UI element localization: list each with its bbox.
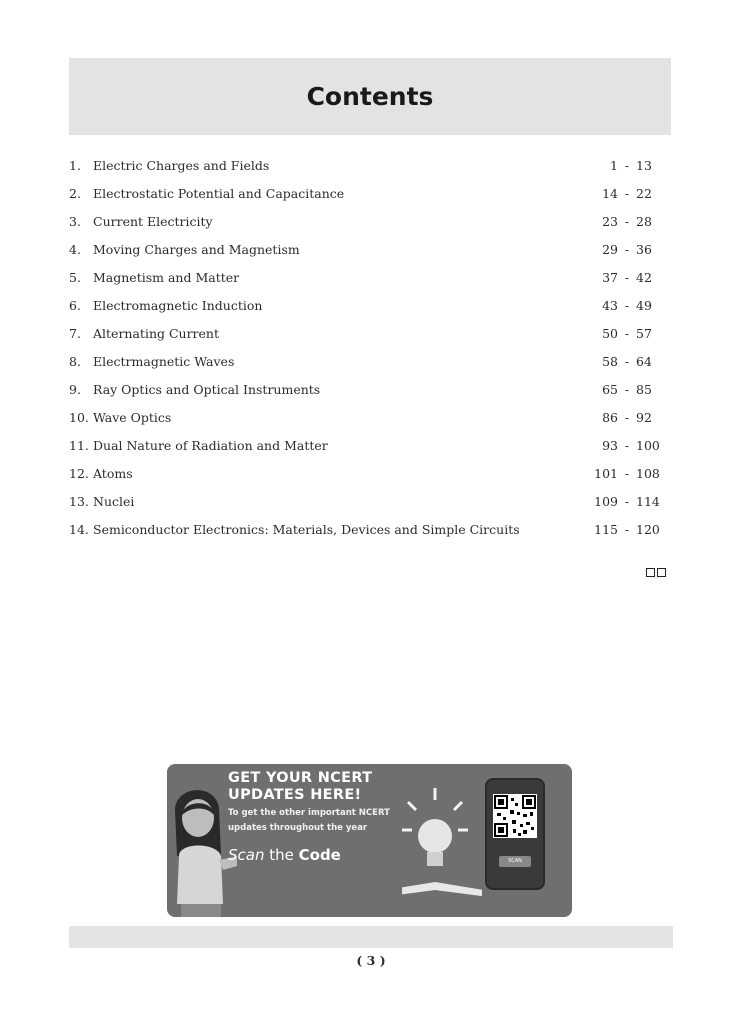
toc-page-range xyxy=(590,488,660,516)
cta-scan: Scan xyxy=(228,846,265,864)
toc-page-start: 93 xyxy=(602,438,618,453)
toc-page-separator: - xyxy=(624,382,630,397)
toc-chapter-title: Alternating Current xyxy=(93,326,220,341)
toc-page-separator: - xyxy=(624,158,630,173)
toc-page-range xyxy=(590,460,660,488)
toc-page-range xyxy=(590,432,660,460)
toc-page-range xyxy=(590,348,660,376)
toc-page-separator: - xyxy=(624,298,630,313)
toc-page-range xyxy=(590,152,660,180)
toc-page-end: 36 xyxy=(636,242,652,257)
toc-chapter-title: Wave Optics xyxy=(93,410,172,425)
toc-page-end: 64 xyxy=(636,354,652,369)
toc-page-range xyxy=(590,516,660,544)
qr-code[interactable] xyxy=(493,794,537,838)
toc-page-end: 42 xyxy=(636,270,652,285)
phone-icon xyxy=(485,778,545,890)
toc-page-range xyxy=(590,376,660,404)
toc-number: 9. xyxy=(69,382,81,397)
toc-page-end: 108 xyxy=(636,466,660,481)
toc-page-separator: - xyxy=(624,326,630,341)
toc-page-range xyxy=(590,208,660,236)
cta-the: the xyxy=(264,846,299,864)
toc-page-range xyxy=(590,292,660,320)
toc-chapter-title: Semiconductor Electronics: Materials, Devices and Simple Circuits xyxy=(93,522,520,537)
toc-page-start: 109 xyxy=(594,494,618,509)
toc-chapter-title: Dual Nature of Radiation and Matter xyxy=(93,438,328,453)
toc-number: 2. xyxy=(69,186,81,201)
toc-page-start: 101 xyxy=(594,466,618,481)
toc-chapter-title: Ray Optics and Optical Instruments xyxy=(93,382,321,397)
banner-subtext-2: updates throughout the year xyxy=(228,823,368,833)
toc-number: 5. xyxy=(69,270,81,285)
title-banner xyxy=(69,58,671,135)
toc-row[interactable] xyxy=(69,236,666,264)
toc-page-separator: - xyxy=(624,186,630,201)
toc-page-end: 100 xyxy=(636,438,660,453)
toc-page-separator: - xyxy=(624,522,630,537)
footer-bar xyxy=(69,926,673,948)
square-icon xyxy=(646,568,655,577)
toc-row[interactable] xyxy=(69,264,666,292)
toc-chapter-title: Nuclei xyxy=(93,494,135,509)
toc-chapter-title: Electric Charges and Fields xyxy=(93,158,270,173)
toc-row[interactable] xyxy=(69,208,666,236)
toc-chapter-title: Current Electricity xyxy=(93,214,213,229)
scan-button[interactable]: SCAN xyxy=(499,856,531,867)
toc-row[interactable] xyxy=(69,320,666,348)
toc-number: 6. xyxy=(69,298,81,313)
table-of-contents xyxy=(69,152,666,544)
toc-page-separator: - xyxy=(624,410,630,425)
toc-page-start: 50 xyxy=(602,326,618,341)
cta-code: Code xyxy=(298,846,341,864)
toc-page-separator: - xyxy=(624,270,630,285)
banner-subtext-1: To get the other important NCERT xyxy=(228,808,390,818)
toc-page-end: 114 xyxy=(636,494,660,509)
toc-page-start: 37 xyxy=(602,270,618,285)
toc-number: 11. xyxy=(69,438,89,453)
banner-headline-2: UPDATES HERE! xyxy=(228,787,362,803)
toc-number: 12. xyxy=(69,466,89,481)
toc-row[interactable] xyxy=(69,152,666,180)
toc-page-end: 85 xyxy=(636,382,652,397)
open-book-icon xyxy=(402,882,482,898)
toc-row[interactable] xyxy=(69,180,666,208)
toc-row[interactable] xyxy=(69,292,666,320)
toc-page-range xyxy=(590,180,660,208)
toc-number: 8. xyxy=(69,354,81,369)
lightbulb-icon xyxy=(402,782,482,902)
toc-chapter-title: Atoms xyxy=(93,466,133,481)
toc-page-separator: - xyxy=(624,242,630,257)
toc-page-separator: - xyxy=(624,438,630,453)
toc-page-start: 29 xyxy=(602,242,618,257)
toc-number: 14. xyxy=(69,522,89,537)
toc-page-end: 57 xyxy=(636,326,652,341)
toc-chapter-title: Magnetism and Matter xyxy=(93,270,240,285)
banner-headline-1: GET YOUR NCERT xyxy=(228,770,373,786)
toc-row[interactable] xyxy=(69,348,666,376)
toc-page-start: 43 xyxy=(602,298,618,313)
toc-row[interactable] xyxy=(69,432,666,460)
toc-number: 1. xyxy=(69,158,81,173)
toc-chapter-title: Moving Charges and Magnetism xyxy=(93,242,300,257)
page-number: ( 3 ) xyxy=(356,953,386,968)
toc-page-start: 58 xyxy=(602,354,618,369)
toc-number: 13. xyxy=(69,494,89,509)
toc-page-end: 49 xyxy=(636,298,652,313)
square-icon xyxy=(657,568,666,577)
toc-page-range xyxy=(590,404,660,432)
toc-row[interactable] xyxy=(69,404,666,432)
toc-page-end: 92 xyxy=(636,410,652,425)
ncert-updates-banner[interactable] xyxy=(167,764,572,917)
toc-chapter-title: Electromagnetic Induction xyxy=(93,298,263,313)
toc-chapter-title: Electrostatic Potential and Capacitance xyxy=(93,186,345,201)
end-marks xyxy=(646,568,666,577)
toc-row[interactable] xyxy=(69,516,666,544)
toc-number: 10. xyxy=(69,410,89,425)
toc-page-end: 22 xyxy=(636,186,652,201)
toc-page-start: 14 xyxy=(602,186,618,201)
toc-row[interactable] xyxy=(69,488,666,516)
toc-chapter-title: Electrmagnetic Waves xyxy=(93,354,235,369)
toc-page-start: 86 xyxy=(602,410,618,425)
toc-row[interactable] xyxy=(69,376,666,404)
toc-page-separator: - xyxy=(624,494,630,509)
page-title: Contents xyxy=(306,82,434,111)
toc-page-start: 23 xyxy=(602,214,618,229)
toc-row[interactable] xyxy=(69,460,666,488)
toc-page-start: 115 xyxy=(594,522,618,537)
banner-cta xyxy=(228,846,390,864)
toc-number: 3. xyxy=(69,214,81,229)
toc-number: 4. xyxy=(69,242,81,257)
toc-page-separator: - xyxy=(624,466,630,481)
toc-page-start: 65 xyxy=(602,382,618,397)
girl-illustration xyxy=(167,764,237,917)
toc-page-range xyxy=(590,236,660,264)
toc-page-range xyxy=(590,320,660,348)
toc-page-separator: - xyxy=(624,354,630,369)
toc-number: 7. xyxy=(69,326,81,341)
toc-page-start: 1 xyxy=(610,158,618,173)
toc-page-end: 28 xyxy=(636,214,652,229)
toc-page-separator: - xyxy=(624,214,630,229)
toc-page-end: 120 xyxy=(636,522,660,537)
toc-page-end: 13 xyxy=(636,158,652,173)
toc-page-range xyxy=(590,264,660,292)
